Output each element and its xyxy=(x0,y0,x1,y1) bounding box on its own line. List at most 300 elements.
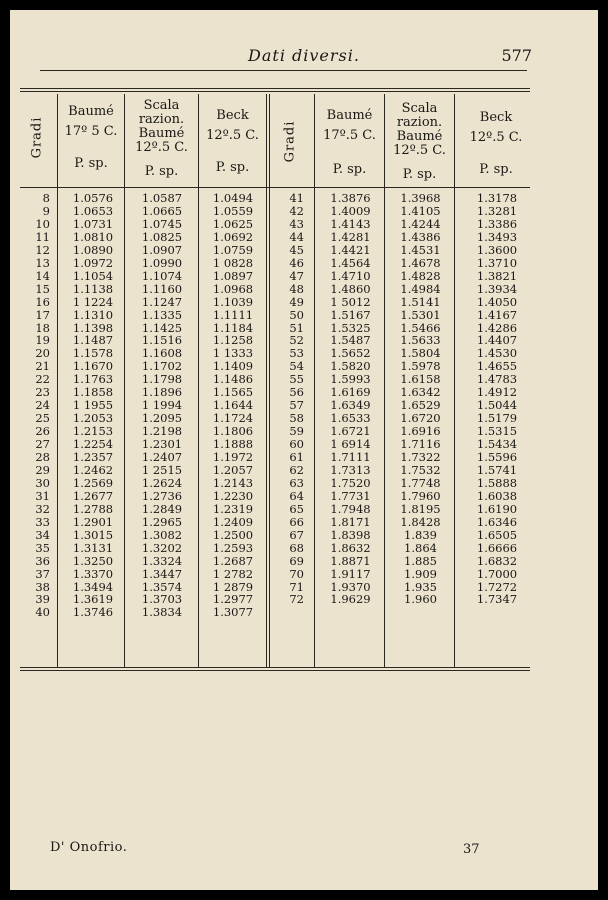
table-cell: 1.1398 xyxy=(72,320,114,335)
footer-signature: 37 xyxy=(463,842,480,857)
header-line: 17º.5 C. xyxy=(323,128,376,143)
table-cell: 42 xyxy=(289,203,304,218)
table-cell: 1.7347 xyxy=(476,592,518,607)
table-cell: 1.1858 xyxy=(72,385,114,400)
table-cell: 40 xyxy=(35,605,50,620)
table-cell: 64 xyxy=(289,488,304,503)
table-cell: 19 xyxy=(35,333,50,348)
table-cell: 1.2788 xyxy=(72,501,114,516)
table-cell: 1.3493 xyxy=(476,229,518,244)
table-cell: 1.9629 xyxy=(330,592,371,607)
header-psp: P. sp. xyxy=(215,160,250,175)
table-cell: 49 xyxy=(289,294,304,309)
table-cell: 1 1955 xyxy=(72,398,114,413)
table-cell: 1.3082 xyxy=(141,527,183,542)
table-cell: 1.2301 xyxy=(141,437,183,452)
table-cell: 1.3619 xyxy=(72,592,114,607)
header-beck xyxy=(199,108,266,175)
table-cell: 51 xyxy=(289,320,304,335)
table-cell: 1 1333 xyxy=(212,346,254,361)
table-cell: 1.6169 xyxy=(330,385,371,400)
table-cell: 1.5888 xyxy=(476,475,518,490)
column-divider-double xyxy=(266,94,270,667)
header-rule xyxy=(40,70,527,71)
table-cell: 1.6038 xyxy=(476,488,518,503)
table-cell: 53 xyxy=(289,346,304,361)
table-cell: 1.4286 xyxy=(476,320,518,335)
table-cell: 14 xyxy=(35,268,50,283)
header-psp: P. sp. xyxy=(332,162,367,177)
table-cell: 1.0825 xyxy=(141,229,183,244)
table-cell: 1.5466 xyxy=(400,320,441,335)
table-cell: 1.0692 xyxy=(212,229,254,244)
table-cell: 1.6158 xyxy=(400,372,441,387)
table-cell: 22 xyxy=(35,372,50,387)
table-cell: 71 xyxy=(289,579,304,594)
table-cell: 33 xyxy=(35,514,50,529)
header-line: 12º.5 C. xyxy=(206,128,259,143)
column-divider xyxy=(57,94,58,667)
table-cell: 65 xyxy=(289,501,304,516)
table-cell: 1.7532 xyxy=(400,462,441,477)
table-cell: 9 xyxy=(42,203,50,218)
table-cell: 1.6721 xyxy=(330,424,371,439)
table-cell: 1.2053 xyxy=(72,411,114,426)
table-cell: 1.1425 xyxy=(141,320,183,335)
table-cell: 31 xyxy=(35,488,50,503)
table-cell: 1.3710 xyxy=(476,255,518,270)
table-cell: 10 xyxy=(35,216,50,231)
table-cell: 1.7322 xyxy=(400,450,441,464)
table-cell: 1.3131 xyxy=(72,540,114,555)
table-cell: 32 xyxy=(35,501,50,516)
table-cell: 1.1138 xyxy=(72,281,114,296)
table-cell: 1.3703 xyxy=(141,592,183,607)
table-cell: 1.4710 xyxy=(330,268,371,283)
table-cell: 1.6720 xyxy=(400,411,441,426)
table-cell: 67 xyxy=(289,527,304,542)
table-cell: 1.6346 xyxy=(476,514,518,529)
table-cell: 1.0745 xyxy=(141,216,183,231)
table-cell: 47 xyxy=(289,268,304,283)
table-cell: 1.2849 xyxy=(141,501,183,516)
table-cell: 26 xyxy=(35,424,50,439)
header-baume-17 xyxy=(58,104,124,171)
table-cell: 1.1111 xyxy=(212,307,254,322)
table-cell: 1.2977 xyxy=(212,592,254,607)
table-cell: 1.6190 xyxy=(476,501,518,516)
table-cell: 17 xyxy=(35,307,50,322)
table-cell: 1.0990 xyxy=(141,255,183,270)
table-cell: 1.0890 xyxy=(72,242,114,257)
table-cell: 1.3834 xyxy=(141,605,183,620)
table-cell: 1.5044 xyxy=(476,398,518,413)
table-cell: 1.4143 xyxy=(330,216,371,231)
table-cell: 1.0759 xyxy=(212,242,254,257)
header-gradi: Gradi xyxy=(282,120,298,163)
table-cell: 1.2901 xyxy=(72,514,114,529)
table-cell: 54 xyxy=(289,359,304,374)
table-cell: 1.2319 xyxy=(212,501,254,516)
table-cell: 1.6529 xyxy=(400,398,441,413)
table-cell: 56 xyxy=(289,385,304,400)
table-cell: 1.2095 xyxy=(141,411,183,426)
table-cell: 1.5993 xyxy=(330,372,371,387)
table-cell: 58 xyxy=(289,411,304,426)
header-line: Baumé xyxy=(396,129,443,144)
table-cell: 1.3876 xyxy=(330,191,371,205)
table-cell: 1.4531 xyxy=(400,242,441,257)
table-cell: 36 xyxy=(35,553,50,568)
table-cell: 1.1039 xyxy=(212,294,254,309)
table-cell: 34 xyxy=(35,527,50,542)
table-cell: 1.5487 xyxy=(330,333,371,348)
column-divider xyxy=(198,94,199,667)
table-cell: 16 xyxy=(35,294,50,309)
table-cell: 70 xyxy=(289,566,304,581)
table-cell: 44 xyxy=(289,229,304,244)
table-cell: 1.0731 xyxy=(72,216,114,231)
table-cell: 1.4564 xyxy=(330,255,371,270)
table-cell: 1.9117 xyxy=(330,566,371,581)
table-cell: 1.0897 xyxy=(212,268,254,283)
table-cell: 1.0625 xyxy=(212,216,254,231)
table-cell: 1.3494 xyxy=(72,579,114,594)
table-cell: 1.7748 xyxy=(400,475,441,490)
table-cell: 1.4407 xyxy=(476,333,518,348)
table-cell: 1 5012 xyxy=(330,294,371,309)
table-cell: 1.2153 xyxy=(72,424,114,439)
table-cell: 1.5325 xyxy=(330,320,371,335)
table-cell: 27 xyxy=(35,437,50,452)
table-cell: 1 2515 xyxy=(141,462,183,477)
table-cell: 1.1310 xyxy=(72,307,114,322)
table-cell: 1.3386 xyxy=(476,216,518,231)
column-divider xyxy=(454,94,455,667)
table-cell: 1.4050 xyxy=(476,294,518,309)
table-cell: 24 xyxy=(35,398,50,413)
table-cell: 1.0810 xyxy=(72,229,114,244)
table-cell: 61 xyxy=(289,450,304,464)
table-cell: 1.3934 xyxy=(476,281,518,296)
table-cell: 1.5804 xyxy=(400,346,441,361)
table-cell: 1.2462 xyxy=(72,462,114,477)
table-cell: 1.5179 xyxy=(476,411,518,426)
header-line: Baumé xyxy=(68,104,114,119)
table-cell: 60 xyxy=(289,437,304,452)
header-line: Beck xyxy=(479,110,513,125)
table-cell: 1.5167 xyxy=(330,307,371,322)
header-gradi: Gradi xyxy=(29,116,45,159)
table-cell: 1.1644 xyxy=(212,398,254,413)
table-cell: 1.4783 xyxy=(476,372,518,387)
table-cell: 1.2143 xyxy=(212,475,254,490)
table-cell: 1.1516 xyxy=(141,333,183,348)
table-cell: 1.4167 xyxy=(476,307,518,322)
table-cell: 1.7272 xyxy=(476,579,518,594)
table-cell: 1.0559 xyxy=(212,203,254,218)
table-cell: 1.8195 xyxy=(400,501,441,516)
header-line: Baumé xyxy=(326,108,373,123)
table-cell: 1.4386 xyxy=(400,229,441,244)
header-baume-17b xyxy=(315,108,384,177)
table-cell: 1.2736 xyxy=(141,488,183,503)
table-cell: 1.7960 xyxy=(400,488,441,503)
table-cell: 1.0968 xyxy=(212,281,254,296)
table-cell: 1.2357 xyxy=(72,450,114,464)
table-cell: 1.1702 xyxy=(141,359,183,374)
table-cell: 1.5741 xyxy=(476,462,518,477)
header-scala xyxy=(125,98,198,179)
table-cell: 1 0828 xyxy=(212,255,254,270)
table-cell: 1.4530 xyxy=(476,346,518,361)
table-cell: 1.6666 xyxy=(476,540,518,555)
table-cell: 1.2409 xyxy=(212,514,254,529)
table-cell: 63 xyxy=(289,475,304,490)
table-cell: 1.1184 xyxy=(212,320,254,335)
table-cell: 1.3015 xyxy=(72,527,114,542)
table-cell: 1.1578 xyxy=(72,346,114,361)
table-cell: 1.5434 xyxy=(476,437,518,452)
header-line: Scala xyxy=(401,101,438,116)
table-cell: 21 xyxy=(35,359,50,374)
table-top-rule xyxy=(20,88,530,92)
table-cell: 1.1724 xyxy=(212,411,254,426)
table-cell: 1.3281 xyxy=(476,203,518,218)
table-cell: 1.885 xyxy=(404,553,437,568)
footer-author: D' Onofrio. xyxy=(50,840,128,855)
table-cell: 1.0587 xyxy=(141,191,183,205)
table-cell: 1.2500 xyxy=(212,527,254,542)
table-cell: 1.4912 xyxy=(476,385,518,400)
table-cell: 1.1896 xyxy=(141,385,183,400)
table-cell: 50 xyxy=(289,307,304,322)
table-cell: 1.4105 xyxy=(400,203,441,218)
table-cell: 1.8398 xyxy=(330,527,371,542)
table-cell: 1.8632 xyxy=(330,540,371,555)
table-cell: 11 xyxy=(35,229,50,244)
header-line: 12º.5 C. xyxy=(393,143,446,158)
table-cell: 1.1608 xyxy=(141,346,183,361)
table-cell: 1.6349 xyxy=(330,398,371,413)
table-cell: 1.7520 xyxy=(330,475,371,490)
table-cell: 38 xyxy=(35,579,50,594)
table-cell: 1.1335 xyxy=(141,307,183,322)
table-cell: 66 xyxy=(289,514,304,529)
table-cell: 1.1972 xyxy=(212,450,254,464)
table-cell: 1.960 xyxy=(404,592,437,607)
table-cell: 1.0972 xyxy=(72,255,114,270)
header-line: 12º.5 C. xyxy=(135,140,188,155)
table-cell: 69 xyxy=(289,553,304,568)
header-psp: P. sp. xyxy=(402,167,437,182)
header-line: Scala xyxy=(143,98,180,113)
table-cell: 1.3178 xyxy=(476,191,518,205)
table-cell: 1.4984 xyxy=(400,281,441,296)
table-cell: 68 xyxy=(289,540,304,555)
table-cell: 1.1806 xyxy=(212,424,254,439)
table-cell: 1.4009 xyxy=(330,203,371,218)
header-line: razion. xyxy=(396,115,443,130)
table-cell: 1.1074 xyxy=(141,268,183,283)
table-cell: 1.3077 xyxy=(212,605,254,620)
table-cell: 12 xyxy=(35,242,50,257)
table-cell: 1.2593 xyxy=(212,540,254,555)
header-psp: P. sp. xyxy=(479,162,513,177)
table-cell: 1.864 xyxy=(404,540,437,555)
table-cell: 20 xyxy=(35,346,50,361)
table-cell: 1.2569 xyxy=(72,475,114,490)
header-line: 12º.5 C. xyxy=(469,130,523,145)
table-cell: 13 xyxy=(35,255,50,270)
table-cell: 48 xyxy=(289,281,304,296)
table-cell: 1.5978 xyxy=(400,359,441,374)
table-cell: 25 xyxy=(35,411,50,426)
header-psp: P. sp. xyxy=(74,156,108,171)
column-divider xyxy=(124,94,125,667)
table-cell: 1.3447 xyxy=(141,566,183,581)
table-cell: 23 xyxy=(35,385,50,400)
table-cell: 1.1670 xyxy=(72,359,114,374)
table-cell: 29 xyxy=(35,462,50,477)
table-cell: 72 xyxy=(289,592,304,607)
table-cell: 45 xyxy=(289,242,304,257)
table-cell: 39 xyxy=(35,592,50,607)
table-cell: 1.1258 xyxy=(212,333,254,348)
table-cell: 1.839 xyxy=(404,527,437,542)
table-cell: 1.4678 xyxy=(400,255,441,270)
table-cell: 1.0576 xyxy=(72,191,114,205)
table-cell: 1.5301 xyxy=(400,307,441,322)
table-cell: 1.7000 xyxy=(476,566,518,581)
table-cell: 1.3370 xyxy=(72,566,114,581)
table-cell: 1.7731 xyxy=(330,488,371,503)
table-cell: 1 1224 xyxy=(72,294,114,309)
table-cell: 1.1565 xyxy=(212,385,254,400)
table-cell: 1.2687 xyxy=(212,553,254,568)
book-page xyxy=(10,10,598,890)
table-cell: 1.0907 xyxy=(141,242,183,257)
table-cell: 1.3821 xyxy=(476,268,518,283)
table-cell: 1.909 xyxy=(404,566,437,581)
header-line: Baumé xyxy=(138,126,185,141)
table-cell: 1.2407 xyxy=(141,450,183,464)
table-cell: 1 2782 xyxy=(212,566,254,581)
table-cell: 1.1486 xyxy=(212,372,254,387)
column-divider xyxy=(314,94,315,667)
table-cell: 1.5820 xyxy=(330,359,371,374)
table-cell: 1.3202 xyxy=(141,540,183,555)
table-cell: 1.2254 xyxy=(72,437,114,452)
table-cell: 1.0665 xyxy=(141,203,183,218)
table-bottom-rule xyxy=(20,667,530,671)
table-cell: 1.6342 xyxy=(400,385,441,400)
table-cell: 1.1160 xyxy=(141,281,183,296)
table-cell: 1.4860 xyxy=(330,281,371,296)
table-cell: 1.1888 xyxy=(212,437,254,452)
header-psp: P. sp. xyxy=(144,164,179,179)
table-cell: 1.6533 xyxy=(330,411,371,426)
table-cell: 1.7111 xyxy=(330,450,371,464)
table-cell: 8 xyxy=(42,191,50,205)
table-cell: 1.7948 xyxy=(330,501,371,516)
table-cell: 35 xyxy=(35,540,50,555)
table-cell: 37 xyxy=(35,566,50,581)
table-cell: 1.4281 xyxy=(330,229,371,244)
table-cell: 1.4421 xyxy=(330,242,371,257)
table-cell: 59 xyxy=(289,424,304,439)
table-cell: 18 xyxy=(35,320,50,335)
table-cell: 1.7313 xyxy=(330,462,371,477)
header-scala-b xyxy=(385,101,454,182)
table-cell: 1.3324 xyxy=(141,553,183,568)
header-beck-b xyxy=(455,110,537,177)
table-cell: 1.2057 xyxy=(212,462,254,477)
header-line: Beck xyxy=(216,108,249,123)
table-cell: 1.8428 xyxy=(400,514,441,529)
table-cell: 1.1247 xyxy=(141,294,183,309)
running-title: Dati diversi. xyxy=(248,46,360,65)
table-cell: 1.3574 xyxy=(141,579,183,594)
table-cell: 1.2965 xyxy=(141,514,183,529)
table-cell: 1.2198 xyxy=(141,424,183,439)
table-cell: 1.4244 xyxy=(400,216,441,231)
table-cell: 1.6832 xyxy=(476,553,518,568)
table-cell: 43 xyxy=(289,216,304,231)
table-cell: 1.2624 xyxy=(141,475,183,490)
table-cell: 1.935 xyxy=(404,579,437,594)
table-cell: 1.6505 xyxy=(476,527,518,542)
table-cell: 1.6916 xyxy=(400,424,441,439)
table-cell: 1.1798 xyxy=(141,372,183,387)
table-cell: 1.4655 xyxy=(476,359,518,374)
table-cell: 1.2677 xyxy=(72,488,114,503)
table-cell: 1.3968 xyxy=(400,191,441,205)
table-cell: 41 xyxy=(289,191,304,205)
table-cell: 28 xyxy=(35,450,50,464)
table-cell: 1.5315 xyxy=(476,424,518,439)
table-cell: 1.4828 xyxy=(400,268,441,283)
table-cell: 1.3250 xyxy=(72,553,114,568)
table-cell: 1 2879 xyxy=(212,579,254,594)
table-cell: 1.5652 xyxy=(330,346,371,361)
table-cell: 1.3746 xyxy=(72,605,114,620)
table-cell: 30 xyxy=(35,475,50,490)
table-cell: 1.0653 xyxy=(72,203,114,218)
table-cell: 1.5141 xyxy=(400,294,441,309)
table-cell: 1.5596 xyxy=(476,450,518,464)
table-cell: 1.1487 xyxy=(72,333,114,348)
table-cell: 1.1409 xyxy=(212,359,254,374)
header-line: razion. xyxy=(138,112,185,127)
table-cell: 1.3600 xyxy=(476,242,518,257)
table-cell: 1.9370 xyxy=(330,579,371,594)
table-cell: 1 6914 xyxy=(330,437,371,452)
table-cell: 55 xyxy=(289,372,304,387)
table-cell: 62 xyxy=(289,462,304,477)
table-cell: 1.8171 xyxy=(330,514,371,529)
table-cell: 1 1994 xyxy=(141,398,183,413)
header-line: 17º 5 C. xyxy=(64,124,118,139)
table-cell: 1.7116 xyxy=(400,437,441,452)
table-cell: 46 xyxy=(289,255,304,270)
table-cell: 1.1054 xyxy=(72,268,114,283)
table-cell: 1.1763 xyxy=(72,372,114,387)
table-cell: 52 xyxy=(289,333,304,348)
page-number: 577 xyxy=(501,46,532,65)
table-cell: 57 xyxy=(289,398,304,413)
table-cell: 15 xyxy=(35,281,50,296)
